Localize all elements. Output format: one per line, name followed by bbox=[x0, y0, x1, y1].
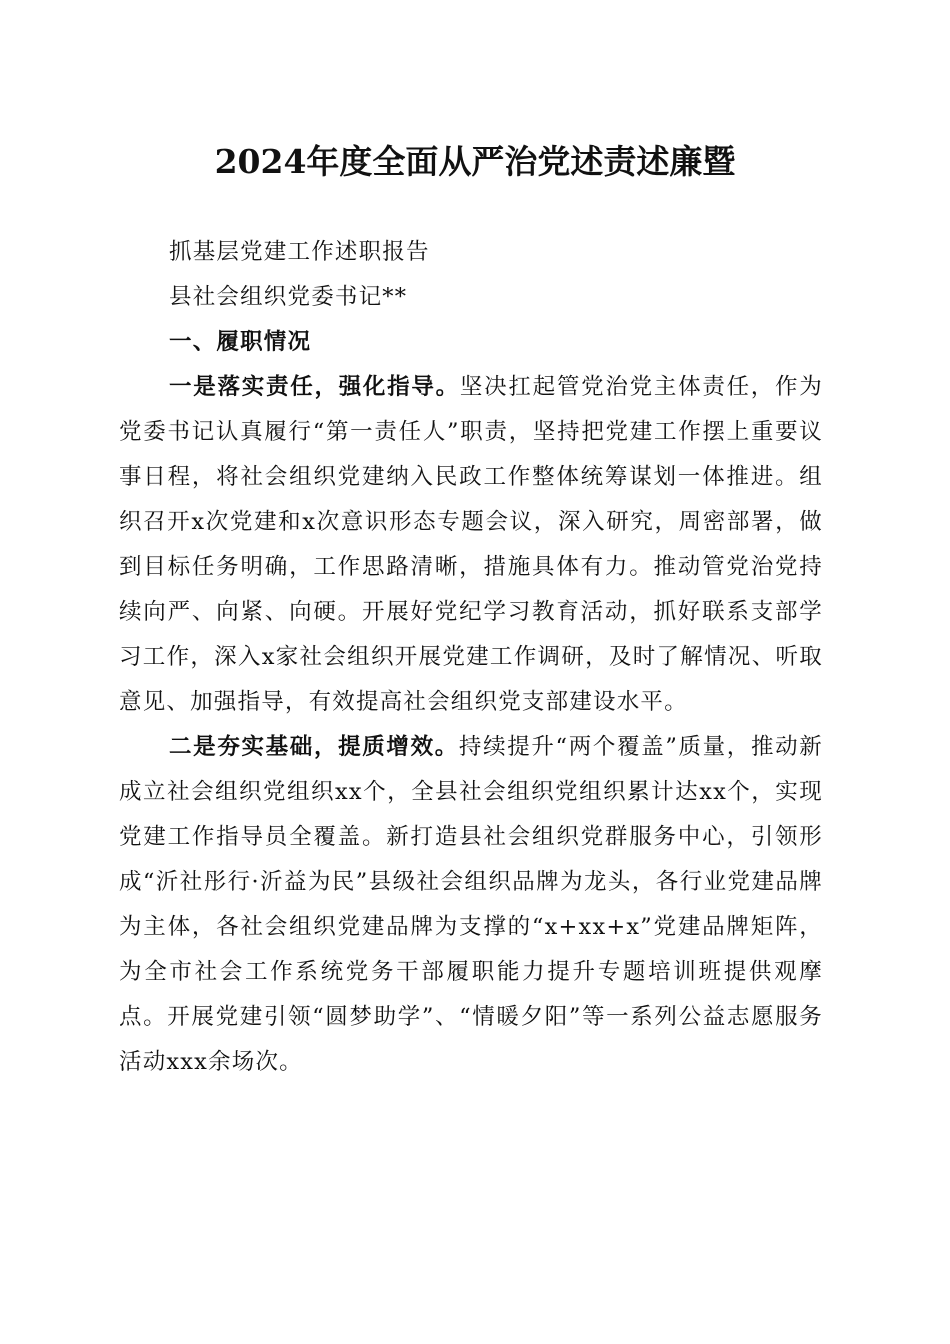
paragraph-1-lead: 一是落实责任，强化指导。 bbox=[169, 374, 460, 400]
paragraph-1 bbox=[119, 365, 823, 725]
paragraph-2-text: 持续提升“两个覆盖”质量，推动新成立社会组织党组织xx个，全县社会组织党组织累计达xx个，实现党建工作指导员全覆盖。新打造县社会组织党群服务中心，引领形成“沂社彤行·沂益为民”县级社会组织品牌为龙头，各行业党建品牌为主体，各社会组织党建品牌为支撑的“x+xx+x”党建品牌矩阵，为全市社会工作系统党务干部履职能力提升专题培训班提供观摩点。开展党建引领“圆梦助学”、“情暖夕阳”等一系列公益志愿服务活动xxx余场次。 bbox=[119, 734, 823, 1075]
document-subtitle: 抓基层党建工作述职报告 bbox=[169, 239, 430, 265]
paragraph-1-text: 坚决扛起管党治党主体责任，作为党委书记认真履行“第一责任人”职责，坚持把党建工作摆上重要议事日程，将社会组织党建纳入民政工作整体统筹谋划一体推进。组织召开x次党建和x次意识形态专题会议，深入研究，周密部署，做到目标任务明确，工作思路清晰，措施具体有力。推动管党治党持续向严、向紧、向硬。开展好党纪学习教育活动，抓好联系支部学习工作，深入x家社会组织开展党建工作调研，及时了解情况、听取意见、加强指导，有效提高社会组织党支部建设水平。 bbox=[119, 374, 823, 715]
section-heading: 一、履职情况 bbox=[169, 329, 312, 355]
author-line: 县社会组织党委书记** bbox=[169, 284, 408, 310]
document-body bbox=[119, 230, 823, 1085]
paragraph-2 bbox=[119, 725, 823, 1085]
document-title: 2024年度全面从严治党述责述廉暨 bbox=[214, 142, 736, 181]
paragraph-2-lead: 二是夯实基础，提质增效。 bbox=[169, 734, 459, 760]
